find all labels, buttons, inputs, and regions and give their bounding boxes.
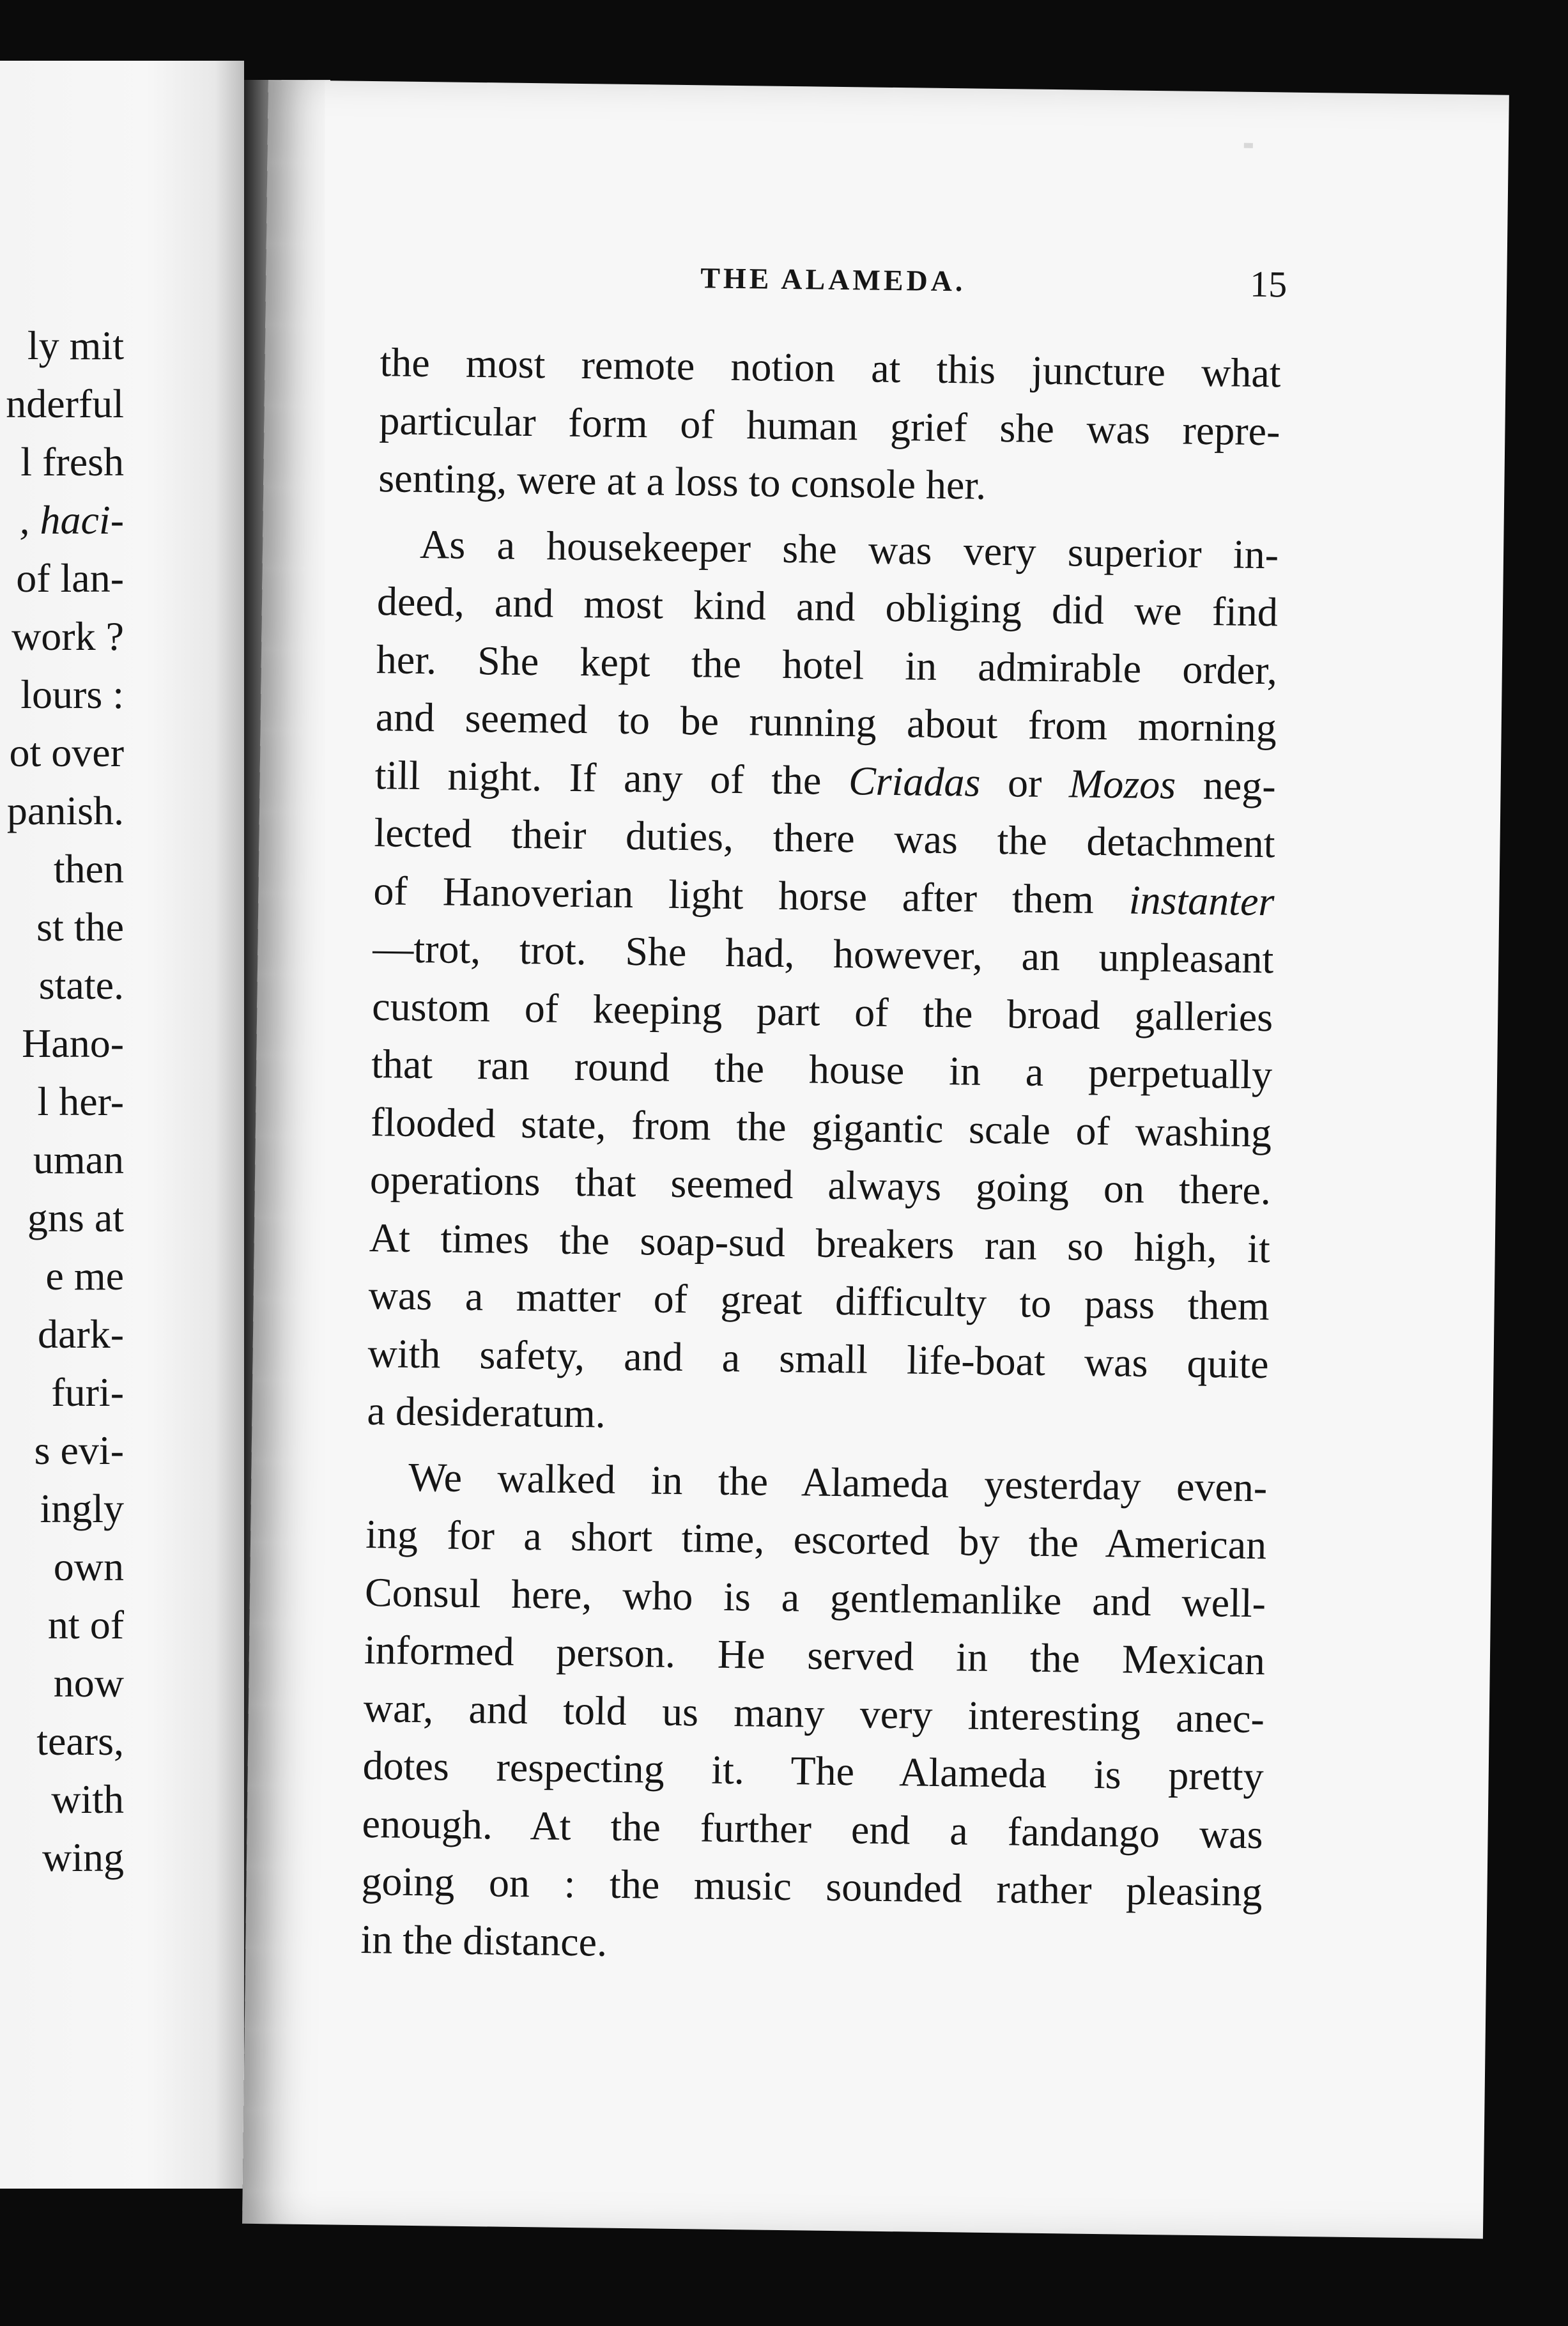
text-line [371, 1093, 1272, 1162]
facing-page-text [6, 316, 124, 1886]
text-line [372, 978, 1273, 1047]
text-run: till night. If any of the [374, 751, 849, 803]
text-line [369, 1151, 1271, 1220]
text-run: going on : the music sounded rather pleasing [361, 1858, 1263, 1915]
facing-page-line: ingly [40, 1486, 124, 1531]
text-run: ing for a short time, escorted by the American [365, 1511, 1267, 1568]
text-run: the most remote notion at this juncture what [380, 339, 1281, 396]
text-line [365, 1506, 1267, 1575]
text-run: and seemed to be running about from morning [375, 694, 1277, 751]
facing-page-line: Hano- [22, 1021, 124, 1066]
facing-page-line: own [53, 1544, 124, 1589]
text-run: particular form of human grief she was repre- [379, 397, 1280, 454]
running-title: THE ALAMEDA. [700, 261, 966, 298]
text-run: or [980, 759, 1070, 806]
text-line [362, 1737, 1264, 1806]
facing-page-line: then [53, 846, 124, 891]
text-run: a desideratum. [367, 1388, 606, 1436]
text-run: —trot, trot. She had, however, an unpleasant [372, 925, 1274, 982]
text-run: was a matter of great difficulty to pass them [368, 1272, 1270, 1329]
text-line [364, 1621, 1265, 1690]
italic-word: Criadas [848, 757, 981, 805]
text-run: in the distance. [360, 1916, 608, 1965]
text-line [360, 1910, 1262, 1979]
facing-page-line: l fresh [20, 439, 124, 484]
facing-page-line: work ? [12, 613, 124, 659]
text-line [362, 1794, 1263, 1863]
facing-page-line: nderful [6, 381, 124, 426]
running-head [266, 256, 1507, 322]
facing-page-line: gns at [27, 1195, 124, 1240]
facing-page-line: panish. [6, 788, 124, 833]
text-line [366, 1448, 1268, 1517]
text-run: dotes respecting it. The Alameda is pretty [362, 1743, 1264, 1799]
text-run: enough. At the further end a fandango was [362, 1800, 1264, 1857]
facing-page-line: with [51, 1776, 124, 1822]
facing-page-line: st the [36, 904, 124, 950]
facing-page-line: , haci- [19, 497, 124, 543]
text-line [378, 515, 1279, 584]
text-run: flooded state, from the gigantic scale of washing [370, 1098, 1272, 1155]
facing-page-line: of lan- [16, 555, 124, 601]
facing-page-line: ot over [9, 730, 124, 775]
text-run: of Hanoverian light horse after them [373, 867, 1130, 923]
text-line [368, 1267, 1270, 1336]
facing-page-line: state. [38, 962, 124, 1008]
facing-page-line: lours : [20, 672, 124, 717]
facing-page-line: tears, [36, 1718, 124, 1764]
text-line [367, 1382, 1268, 1451]
italic-word: Mozos [1068, 760, 1176, 807]
facing-page-line: l her- [37, 1079, 124, 1124]
facing-page-left [0, 61, 244, 2189]
text-run: informed person. He served in the Mexican [364, 1627, 1266, 1684]
italic-word: instanter [1128, 877, 1275, 924]
text-run: As a housekeeper she was very superior in- [419, 521, 1279, 577]
book-page-15 [242, 80, 1509, 2238]
text-run: that ran round the house in a perpetually [371, 1041, 1273, 1098]
text-run: At times the soap-sud breakers ran so high, it [369, 1214, 1271, 1271]
text-run: war, and told us many very interesting anec- [363, 1684, 1265, 1741]
text-line [373, 862, 1275, 931]
text-run: deed, and most kind and obliging did we find [376, 578, 1279, 635]
facing-page-line: now [53, 1660, 124, 1706]
text-run: custom of keeping part of the broad galleries [371, 983, 1273, 1040]
facing-page-line: furi- [51, 1369, 124, 1415]
text-line [373, 920, 1274, 989]
facing-page-line: s evi- [34, 1428, 124, 1473]
facing-page-line: nt of [47, 1602, 124, 1647]
page-number: 15 [1249, 263, 1287, 305]
text-line [379, 392, 1280, 461]
facing-page-line: uman [33, 1137, 124, 1182]
facing-page-line: ly mit [27, 323, 124, 368]
text-line [371, 1035, 1273, 1104]
text-run: We walked in the Alameda yesterday even- [408, 1454, 1268, 1510]
text-line [375, 688, 1277, 757]
text-run: neg- [1175, 761, 1277, 808]
text-run: senting, were at a loss to console her. [378, 455, 987, 508]
facing-page-line: wing [42, 1835, 124, 1880]
text-line [380, 334, 1281, 403]
body-text [360, 334, 1281, 1979]
text-line [361, 1852, 1263, 1922]
text-line [367, 1325, 1269, 1394]
text-line [376, 631, 1277, 700]
text-line [363, 1679, 1264, 1748]
scan-speck [1244, 143, 1253, 148]
text-run: lected their duties, there was the detachment [374, 810, 1275, 866]
text-run: with safety, and a small life-boat was quite [367, 1330, 1270, 1387]
facing-page-line: e me [45, 1253, 124, 1298]
text-line [376, 573, 1278, 642]
facing-page-line: dark- [37, 1311, 124, 1357]
text-line [378, 449, 1280, 518]
text-run: operations that seemed always going on there. [369, 1157, 1272, 1213]
text-run: her. She kept the hotel in admirable order, [376, 636, 1278, 693]
text-line [369, 1209, 1270, 1278]
text-line [374, 746, 1276, 815]
text-line [374, 804, 1275, 873]
text-run: Consul here, who is a gentlemanlike and well- [364, 1569, 1266, 1626]
text-line [365, 1564, 1266, 1633]
